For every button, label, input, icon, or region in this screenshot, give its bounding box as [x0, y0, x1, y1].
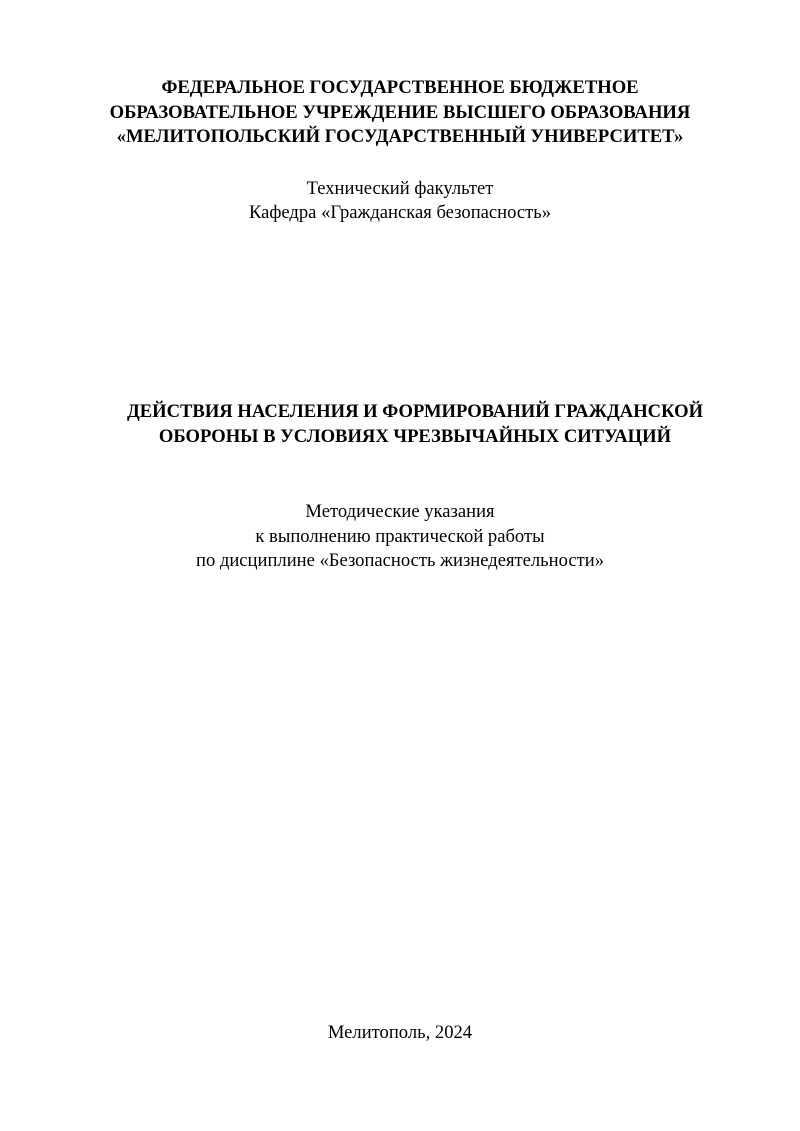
institution-line-3: «МЕЛИТОПОЛЬСКИЙ ГОСУДАРСТВЕННЫЙ УНИВЕРСИТЕТ» [116, 126, 684, 147]
city-year-footer [0, 1021, 800, 1045]
faculty-name: Технический факультет [306, 178, 494, 199]
faculty-block [0, 177, 800, 225]
department-name: Кафедра «Гражданская безопасность» [248, 202, 552, 223]
institution-line-2: ОБРАЗОВАТЕЛЬНОЕ УЧРЕЖДЕНИЕ ВЫСШЕГО ОБРАЗОВАНИЯ [109, 101, 691, 123]
document-title [30, 400, 800, 449]
institution-header [0, 76, 800, 150]
title-line-1: ДЕЙСТВИЯ НАСЕЛЕНИЯ И ФОРМИРОВАНИЙ ГРАЖДАНСКОЙ [126, 401, 704, 422]
document-subtitle [0, 500, 800, 574]
subtitle-line-2: к выполнению практической работы [255, 525, 545, 547]
subtitle-line-1: Методические указания [305, 501, 495, 522]
institution-line-1: ФЕДЕРАЛЬНОЕ ГОСУДАРСТВЕННОЕ БЮДЖЕТНОЕ [161, 77, 639, 98]
subtitle-line-3: по дисциплине «Безопасность жизнедеятельности» [196, 550, 604, 571]
title-line-2: ОБОРОНЫ В УСЛОВИЯХ ЧРЕЗВЫЧАЙНЫХ СИТУАЦИЙ [158, 425, 672, 447]
city-year: Мелитополь, 2024 [327, 1022, 473, 1043]
